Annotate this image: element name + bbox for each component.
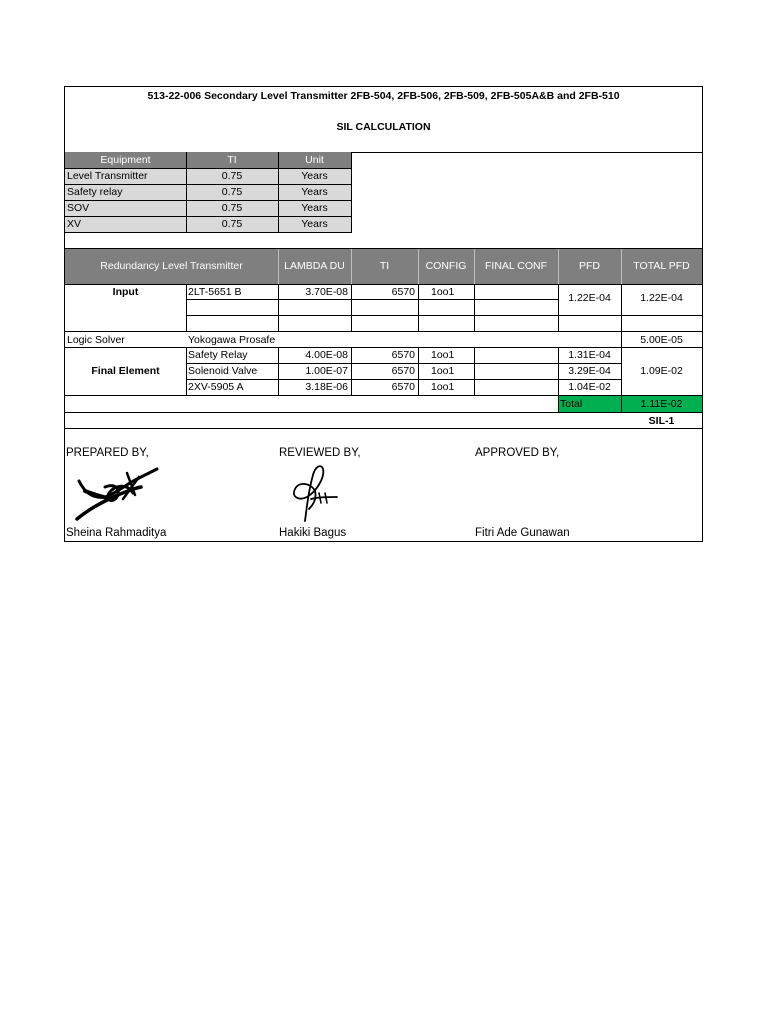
reviewed-by-label: REVIEWED BY, — [279, 447, 361, 459]
input-config: 1oo1 — [431, 286, 455, 298]
ti-header-ti: TI — [186, 152, 278, 168]
approved-by-name: Fitri Ade Gunawan — [475, 527, 570, 539]
input-pfd: 1.22E-04 — [568, 292, 611, 304]
final-element-name: Solenoid Valve — [188, 365, 258, 377]
logic-solver-name: Yokogawa Prosafe — [188, 334, 276, 346]
reviewed-by-name: Hakiki Bagus — [279, 527, 347, 539]
final-element-lambda: 1.00E-07 — [305, 365, 348, 377]
total-label: Total — [558, 396, 621, 412]
ti-row-unit: Years — [278, 216, 351, 232]
ti-row-ti: 0.75 — [186, 200, 278, 216]
prepared-by-name: Sheina Rahmaditya — [66, 527, 167, 539]
final-element-ti: 6570 — [391, 381, 415, 393]
logic-solver-label: Logic Solver — [67, 334, 125, 346]
final-element-lambda: 4.00E-08 — [305, 349, 348, 361]
input-ti: 6570 — [391, 286, 415, 298]
ti-row-unit: Years — [278, 200, 351, 216]
final-element-lambda: 3.18E-06 — [305, 381, 348, 393]
prepared-by-signature — [75, 463, 160, 523]
calc-header-ti: TI — [379, 260, 390, 272]
document-title: 513-22-006 Secondary Level Transmitter 2FB-504, 2FB-506, 2FB-509, 2FB-505A&B and 2FB-510 — [147, 90, 620, 102]
ti-header-unit: Unit — [278, 152, 351, 168]
final-element-config: 1oo1 — [431, 349, 455, 361]
final-element-label: Final Element — [91, 365, 160, 377]
final-element-name: Safety Relay — [188, 349, 248, 361]
final-element-pfd: 1.04E-02 — [568, 381, 611, 393]
document-subtitle: SIL CALCULATION — [336, 121, 431, 133]
ti-row-equipment: XV — [65, 216, 186, 232]
approved-by-label: APPROVED BY, — [475, 447, 560, 459]
input-total-pfd: 1.22E-04 — [640, 292, 683, 304]
total-value: 1.11E-02 — [621, 396, 702, 412]
input-label: Input — [112, 286, 139, 298]
final-element-name: 2XV-5905 A — [188, 381, 244, 393]
final-element-total-pfd: 1.09E-02 — [640, 365, 683, 377]
calc-header-final-conf: FINAL CONF — [484, 260, 548, 272]
ti-row-equipment: SOV — [65, 200, 186, 216]
ti-row-equipment: Safety relay — [65, 184, 186, 200]
calc-header-redundancy: Redundancy Level Transmitter — [100, 260, 243, 272]
input-lambda: 3.70E-08 — [305, 286, 348, 298]
ti-row-equipment: Level Transmitter — [65, 168, 186, 184]
ti-row-unit: Years — [278, 168, 351, 184]
final-element-config: 1oo1 — [431, 365, 455, 377]
sil-calculation-sheet — [64, 86, 703, 542]
calc-header-lambda: LAMBDA DU — [284, 260, 345, 272]
ti-row-ti: 0.75 — [186, 216, 278, 232]
final-element-pfd: 1.31E-04 — [568, 349, 611, 361]
final-element-ti: 6570 — [391, 365, 415, 377]
ti-row-ti: 0.75 — [186, 184, 278, 200]
calc-header-config: CONFIG — [425, 260, 467, 272]
ti-header-equipment: Equipment — [65, 152, 186, 168]
ti-row-unit: Years — [278, 184, 351, 200]
final-element-config: 1oo1 — [431, 381, 455, 393]
sil-rating: SIL-1 — [648, 415, 675, 427]
prepared-by-label: PREPARED BY, — [66, 447, 149, 459]
final-element-ti: 6570 — [391, 349, 415, 361]
calc-header-pfd: PFD — [579, 260, 600, 272]
final-element-pfd: 3.29E-04 — [568, 365, 611, 377]
input-tag: 2LT-5651 B — [188, 286, 242, 298]
reviewed-by-signature — [285, 461, 345, 523]
logic-solver-total-pfd: 5.00E-05 — [640, 334, 683, 346]
calc-header-total-pfd: TOTAL PFD — [633, 260, 690, 272]
ti-row-ti: 0.75 — [186, 168, 278, 184]
